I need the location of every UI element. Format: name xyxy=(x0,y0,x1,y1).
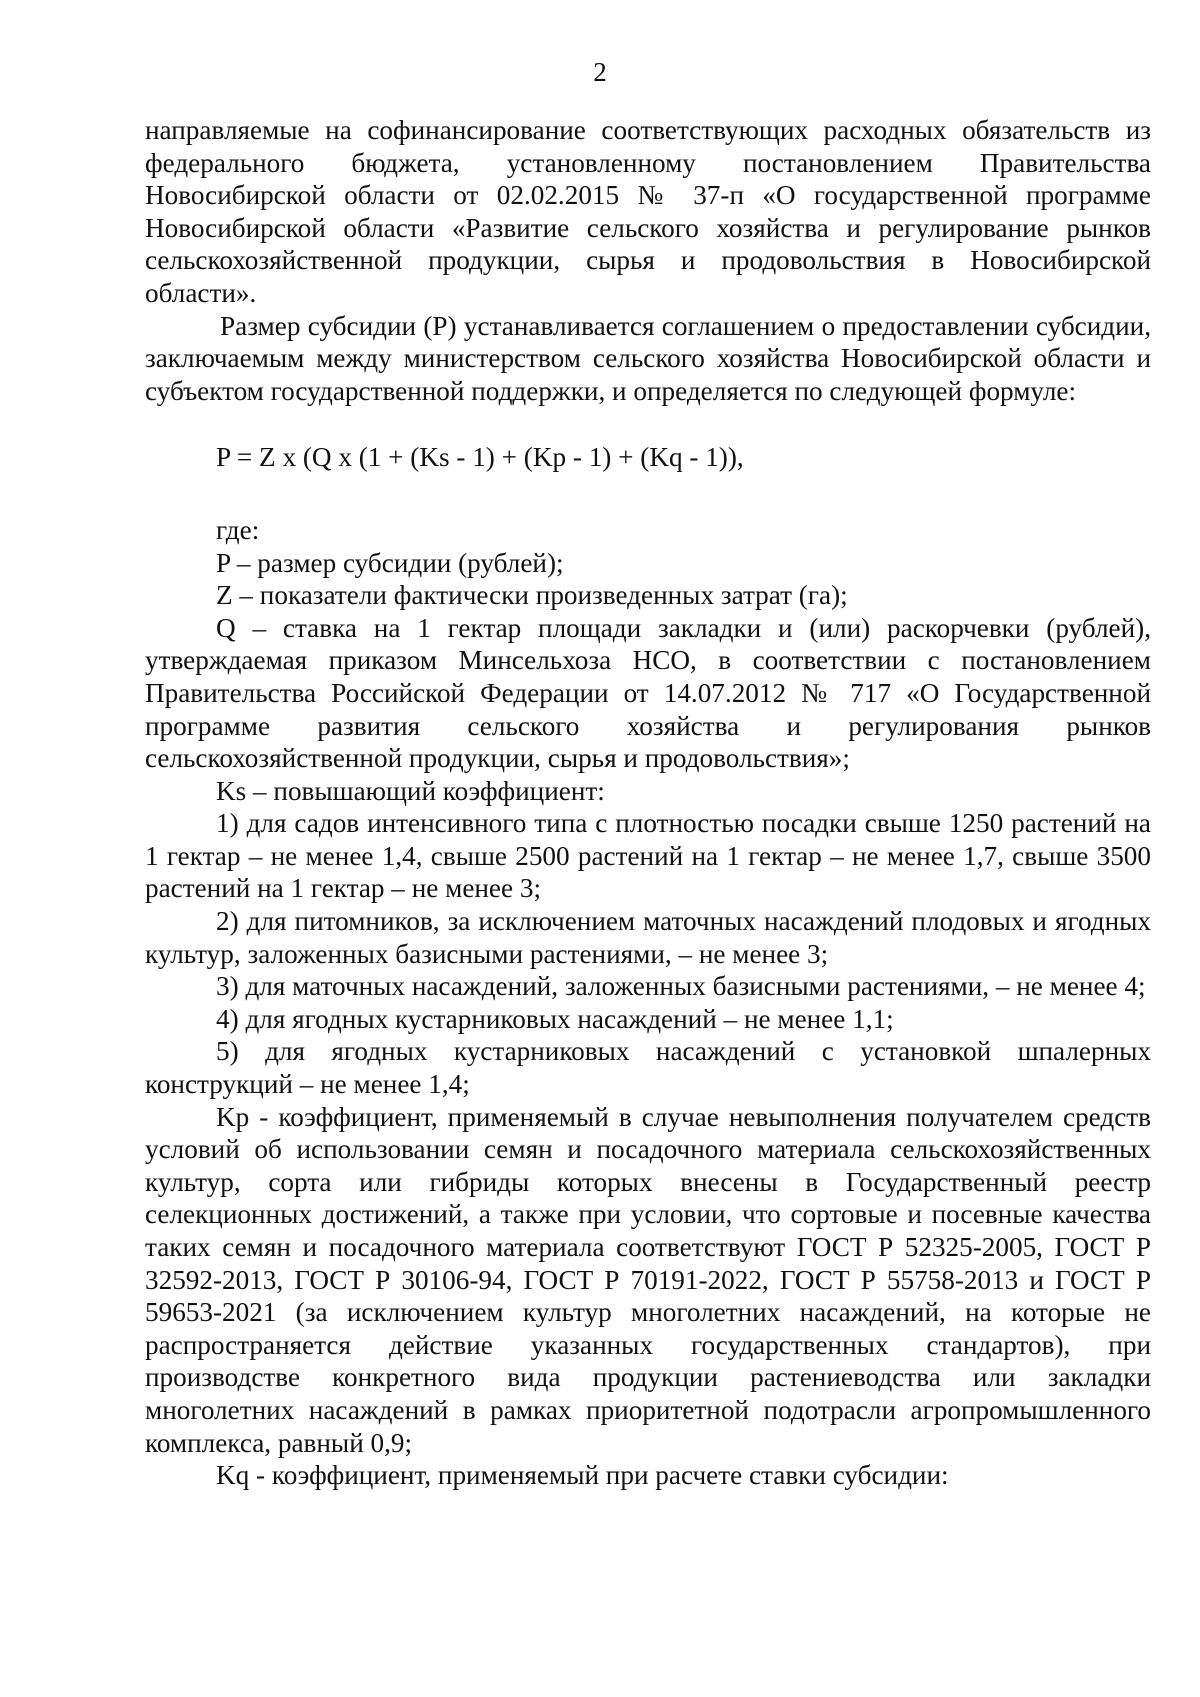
ks-item-3: 3) для маточных насаждений, заложенных базисными растениями, – не менее 4; xyxy=(216,971,1146,1002)
ks-item-1: 1) для садов интенсивного типа с плотностью посадки свыше 1250 растений на 1 гектар – не менее 1,4, свыше 2500 растений на 1 гектар – не менее 1,7, свыше 3500 растений на 1 гектар – не менее 3; xyxy=(145,808,1151,904)
formula-where-label: где: xyxy=(216,514,260,545)
ks-item-5: 5) для ягодных кустарниковых насаждений с установкой шпалерных конструкций – не менее 1,4; xyxy=(145,1036,1151,1100)
definition-kq: Kq - коэффициент, применяемый при расчете ставки субсидии: xyxy=(216,1460,949,1491)
page-number: 2 xyxy=(593,57,607,87)
definition-ks: Ks – повышающий коэффициент: xyxy=(216,775,605,806)
paragraph-subsidy-size: Размер субсидии (P) устанавливается соглашением о предоставлении субсидии, заключаемым между министерством сельского хозяйства Новосибирской области и субъектом государственной поддержки, и определяется по следующей формуле: xyxy=(145,310,1151,406)
definition-p: P – размер субсидии (рублей); xyxy=(216,547,564,578)
paragraph-funding-source: направляемые на софинансирование соответствующих расходных обязательств из федерального бюджета, установленному постановлением Правительства Новосибирской области от 02.02.2015 № 37-п «О государственной программе Новосибирской области «Развитие сельского хозяйства и регулирование рынков сельскохозяйственной продукции, сырья и продовольствия в Новосибирской области». xyxy=(145,115,1151,308)
definition-q: Q – ставка на 1 гектар площади закладки и (или) раскорчевки (рублей), утверждаемая приказом Минсельхоза НСО, в соответствии с постановлением Правительства Российской Федерации от 14.07.2012 № 717 «О Государственной программе развития сельского хозяйства и регулирования рынков сельскохозяйственной продукции, сырья и продовольствия»; xyxy=(145,612,1151,774)
definition-kp: Kp - коэффициент, применяемый в случае невыполнения получателем средств условий об использовании семян и посадочного материала сельскохозяйственных культур, сорта или гибриды которых внесены в Государственный реестр селекционных достижений, а также при условии, что сортовые и посевные качества таких семян и посадочного материала соответствуют ГОСТ Р 52325-2005, ГОСТ Р 32592-2013, ГОСТ Р 30106-94, ГОСТ Р 70191-2022, ГОСТ Р 55758-2013 и ГОСТ Р 59653-2021 (за исключением культур многолетних насаждений, на которые не распространяется действие указанных государственных стандартов), при производстве конкретного вида продукции растениеводства или закладки многолетних насаждений в рамках приоритетной подотрасли агропромышленного комплекса, равный 0,9; xyxy=(145,1101,1151,1458)
ks-item-4: 4) для ягодных кустарниковых насаждений – не менее 1,1; xyxy=(216,1003,894,1034)
document-body xyxy=(145,114,1151,1492)
ks-item-2: 2) для питомников, за исключением маточных насаждений плодовых и ягодных культур, заложенных базисными растениями, – не менее 3; xyxy=(145,906,1151,969)
definition-z: Z – показатели фактически произведенных затрат (га); xyxy=(216,580,848,611)
subsidy-formula: P = Z x (Q x (1 + (Ks - 1) + (Kp - 1) + (Kq - 1)), xyxy=(216,442,744,473)
